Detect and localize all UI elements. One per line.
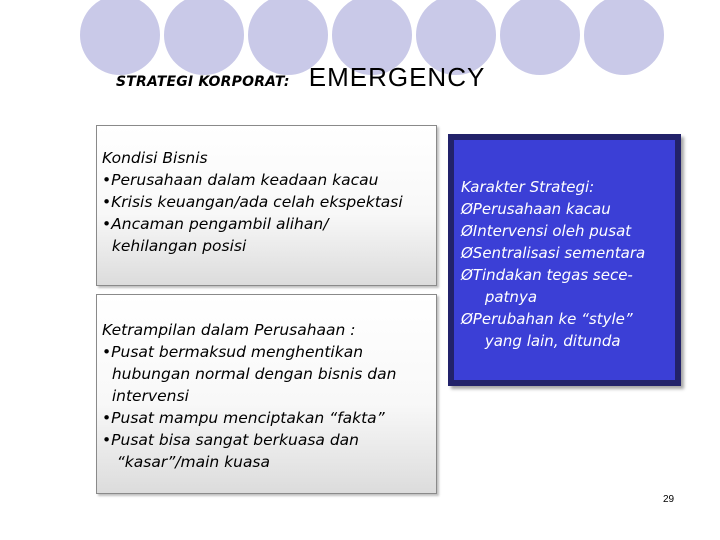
strategy-character-box	[448, 134, 681, 386]
slide-title-main: EMERGENCY	[308, 62, 486, 92]
strategy-character-text: Karakter Strategi: ØPerusahaan kacau ØIntervensi oleh pusat ØSentralisasi sementara ØTindakan tegas sece- patnya ØPerubahan ke “style” yang lain, ditunda	[461, 178, 646, 350]
business-conditions-text: Kondisi Bisnis •Perusahaan dalam keadaan kacau •Krisis keuangan/ada celah ekspektasi •Ancaman pengambil alihan/ kehilangan posisi	[102, 149, 403, 255]
slide-title	[116, 62, 485, 93]
business-conditions-box	[96, 125, 437, 286]
decorative-circle-6	[497, 0, 583, 78]
page-number: 29	[663, 494, 675, 505]
corporate-skills-box	[96, 294, 437, 494]
slide-title-prefix: STRATEGI KORPORAT:	[116, 74, 290, 90]
corporate-skills-text: Ketrampilan dalam Perusahaan : •Pusat bermaksud menghentikan hubungan normal dengan bisnis dan intervensi •Pusat mampu menciptakan “fakta” •Pusat bisa sangat berkuasa dan “kasar”/main kuasa	[102, 321, 397, 471]
decorative-circle-7	[581, 0, 667, 78]
